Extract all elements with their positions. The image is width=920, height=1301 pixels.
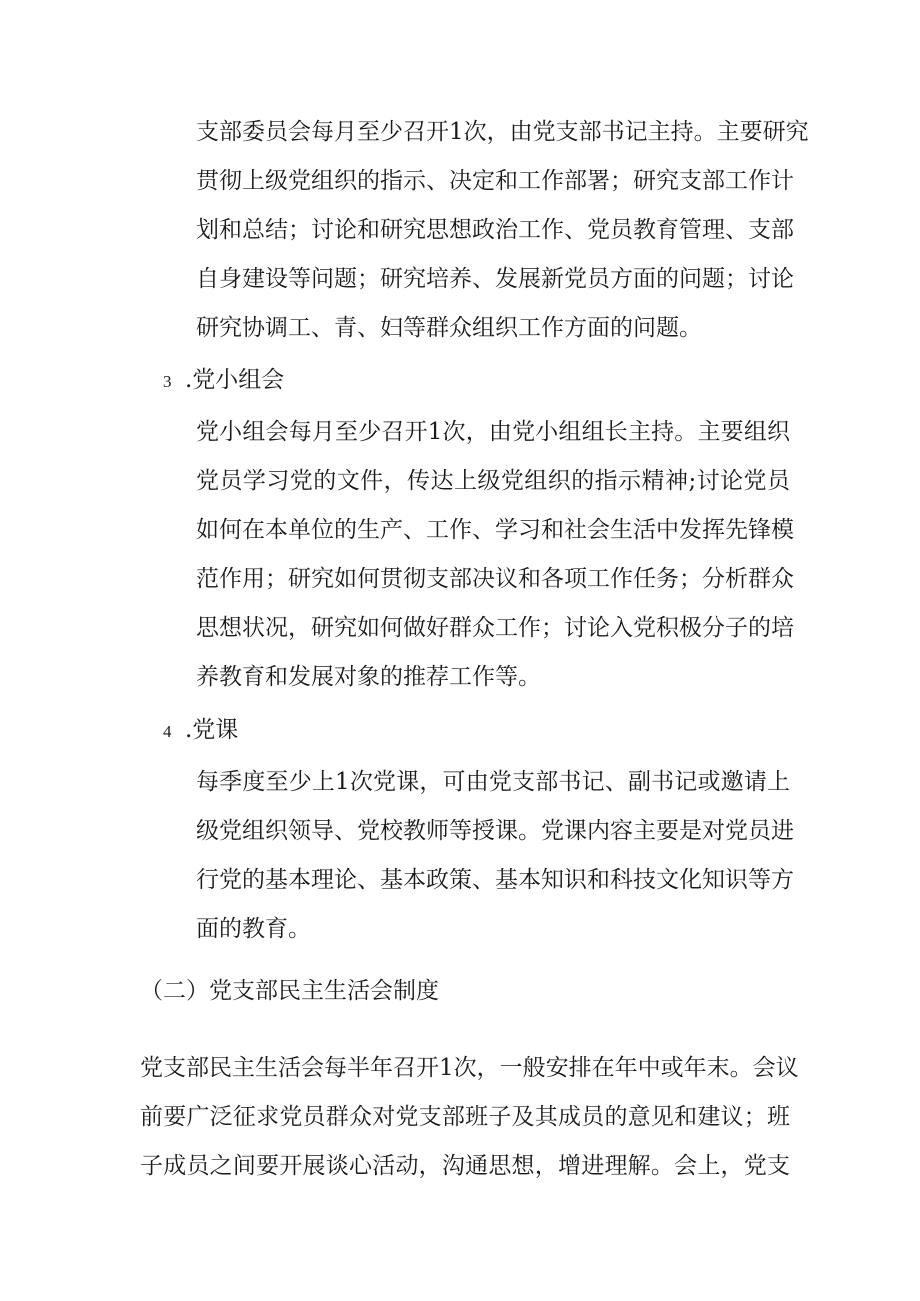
paragraph-line: 思想状况，研究如何做好群众工作；讨论入党积极分子的培 xyxy=(196,615,794,641)
section-4-heading xyxy=(163,715,238,747)
paragraph-line: 每季度至少上1次党课，可由党支部书记、副书记或邀请上 xyxy=(196,769,790,795)
paragraph-line: 贯彻上级党组织的指示、决定和工作部署；研究支部工作计 xyxy=(196,168,794,194)
part-2-heading: （二）党支部民主生活会制度 xyxy=(140,978,439,1004)
section-title: .党小组会 xyxy=(185,367,285,393)
section-3-heading xyxy=(163,365,284,397)
paragraph-line: 支部委员会每月至少召开1次，由党支部书记主持。主要研究 xyxy=(196,119,809,145)
paragraph-line: 自身建设等问题；研究培养、发展新党员方面的问题；讨论 xyxy=(196,266,794,292)
paragraph-line: 党员学习党的文件，传达上级党组织的指示精神;讨论党员 xyxy=(196,468,790,494)
paragraph-line: 党支部民主生活会每半年召开1次，一般安排在年中或年末。会议 xyxy=(140,1055,799,1081)
section-number: 4 xyxy=(163,722,172,741)
paragraph-line: 党小组会每月至少召开1次，由党小组组长主持。主要组织 xyxy=(196,419,790,445)
paragraph-line: 级党组织领导、党校教师等授课。党课内容主要是对党员进 xyxy=(196,818,794,844)
paragraph-line: 子成员之间要开展谈心活动，沟通思想，增进理解。会上，党支 xyxy=(140,1153,790,1179)
paragraph-line: 养教育和发展对象的推荐工作等。 xyxy=(196,664,541,690)
section-title: .党课 xyxy=(185,717,239,743)
paragraph-line: 前要广泛征求党员群众对党支部班子及其成员的意见和建议；班 xyxy=(140,1104,790,1130)
paragraph-line: 面的教育。 xyxy=(196,916,311,942)
paragraph-line: 行党的基本理论、基本政策、基本知识和科技文化知识等方 xyxy=(196,867,794,893)
paragraph-line: 如何在本单位的生产、工作、学习和社会生活中发挥先锋模 xyxy=(196,517,794,543)
paragraph-line: 划和总结；讨论和研究思想政治工作、党员教育管理、支部 xyxy=(196,217,794,243)
section-number: 3 xyxy=(163,372,172,391)
paragraph-line: 研究协调工、青、妇等群众组织工作方面的问题。 xyxy=(196,315,702,341)
paragraph-line: 范作用；研究如何贯彻支部决议和各项工作任务；分析群众 xyxy=(196,566,794,592)
